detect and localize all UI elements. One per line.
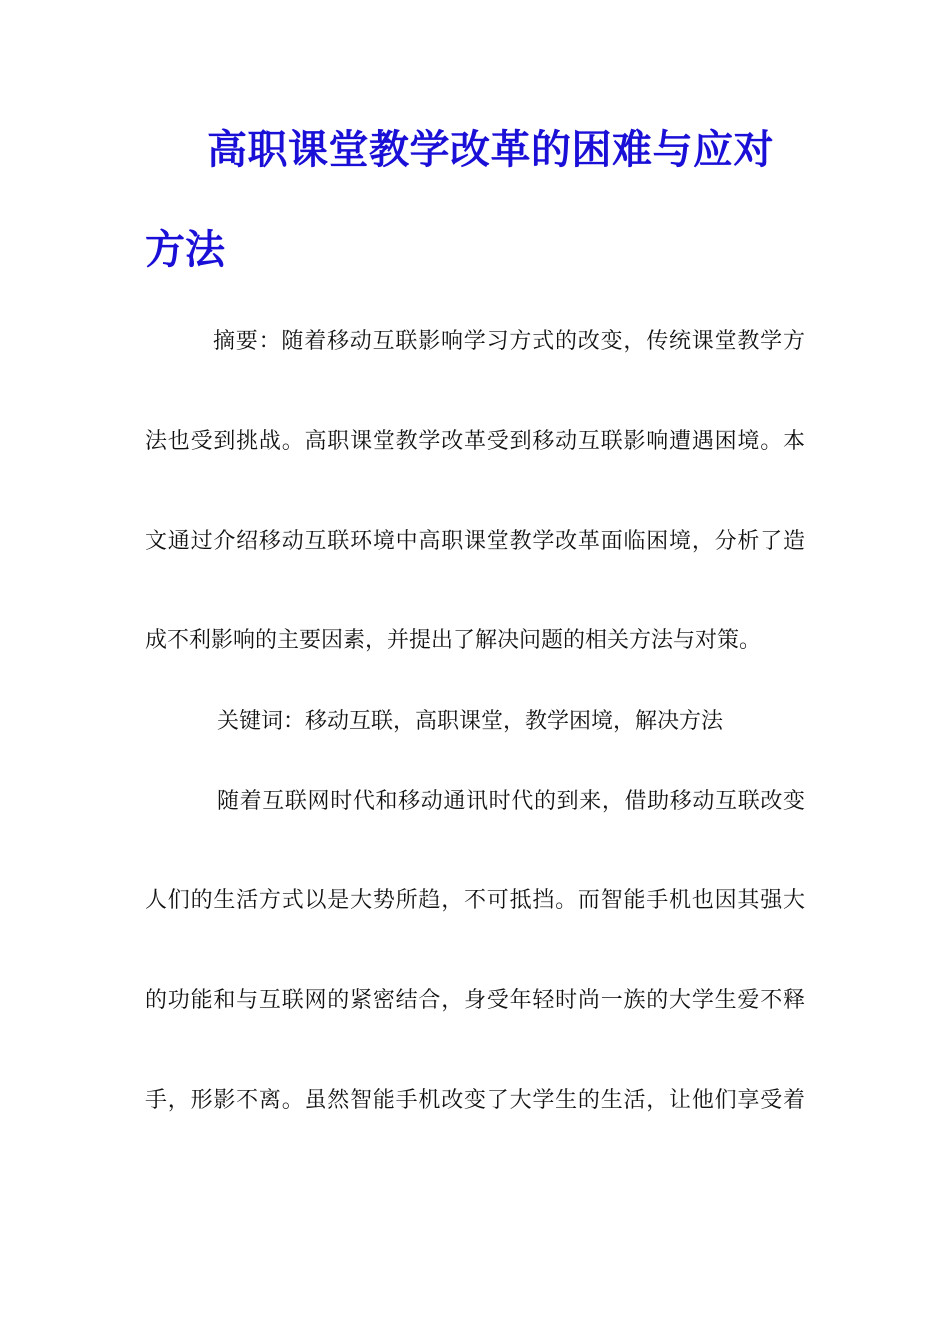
- document-title-line-2: 方法: [145, 226, 225, 273]
- abstract-line: 摘要：随着移动互联影响学习方式的改变，传统课堂教学方: [213, 329, 805, 354]
- keywords-line: 关键词：移动互联，高职课堂，教学困境，解决方法: [217, 709, 724, 734]
- body-paragraph-line: 的功能和与互联网的紧密结合，身受年轻时尚一族的大学生爱不释: [145, 988, 805, 1013]
- abstract-line: 文通过介绍移动互联环境中高职课堂教学改革面临困境，分析了造: [145, 529, 805, 554]
- abstract-line: 法也受到挑战。高职课堂教学改革受到移动互联影响遭遇困境。本: [145, 429, 805, 454]
- body-paragraph-line: 手，形影不离。虽然智能手机改变了大学生的生活，让他们享受着: [145, 1088, 805, 1113]
- abstract-line: 成不利影响的主要因素，并提出了解决问题的相关方法与对策。: [145, 628, 762, 653]
- body-paragraph-line: 人们的生活方式以是大势所趋，不可抵挡。而智能手机也因其强大: [145, 888, 805, 913]
- body-paragraph-line: 随着互联网时代和移动通讯时代的到来，借助移动互联改变: [217, 789, 805, 814]
- document-title-line-1: 高职课堂教学改革的困难与应对: [207, 126, 774, 173]
